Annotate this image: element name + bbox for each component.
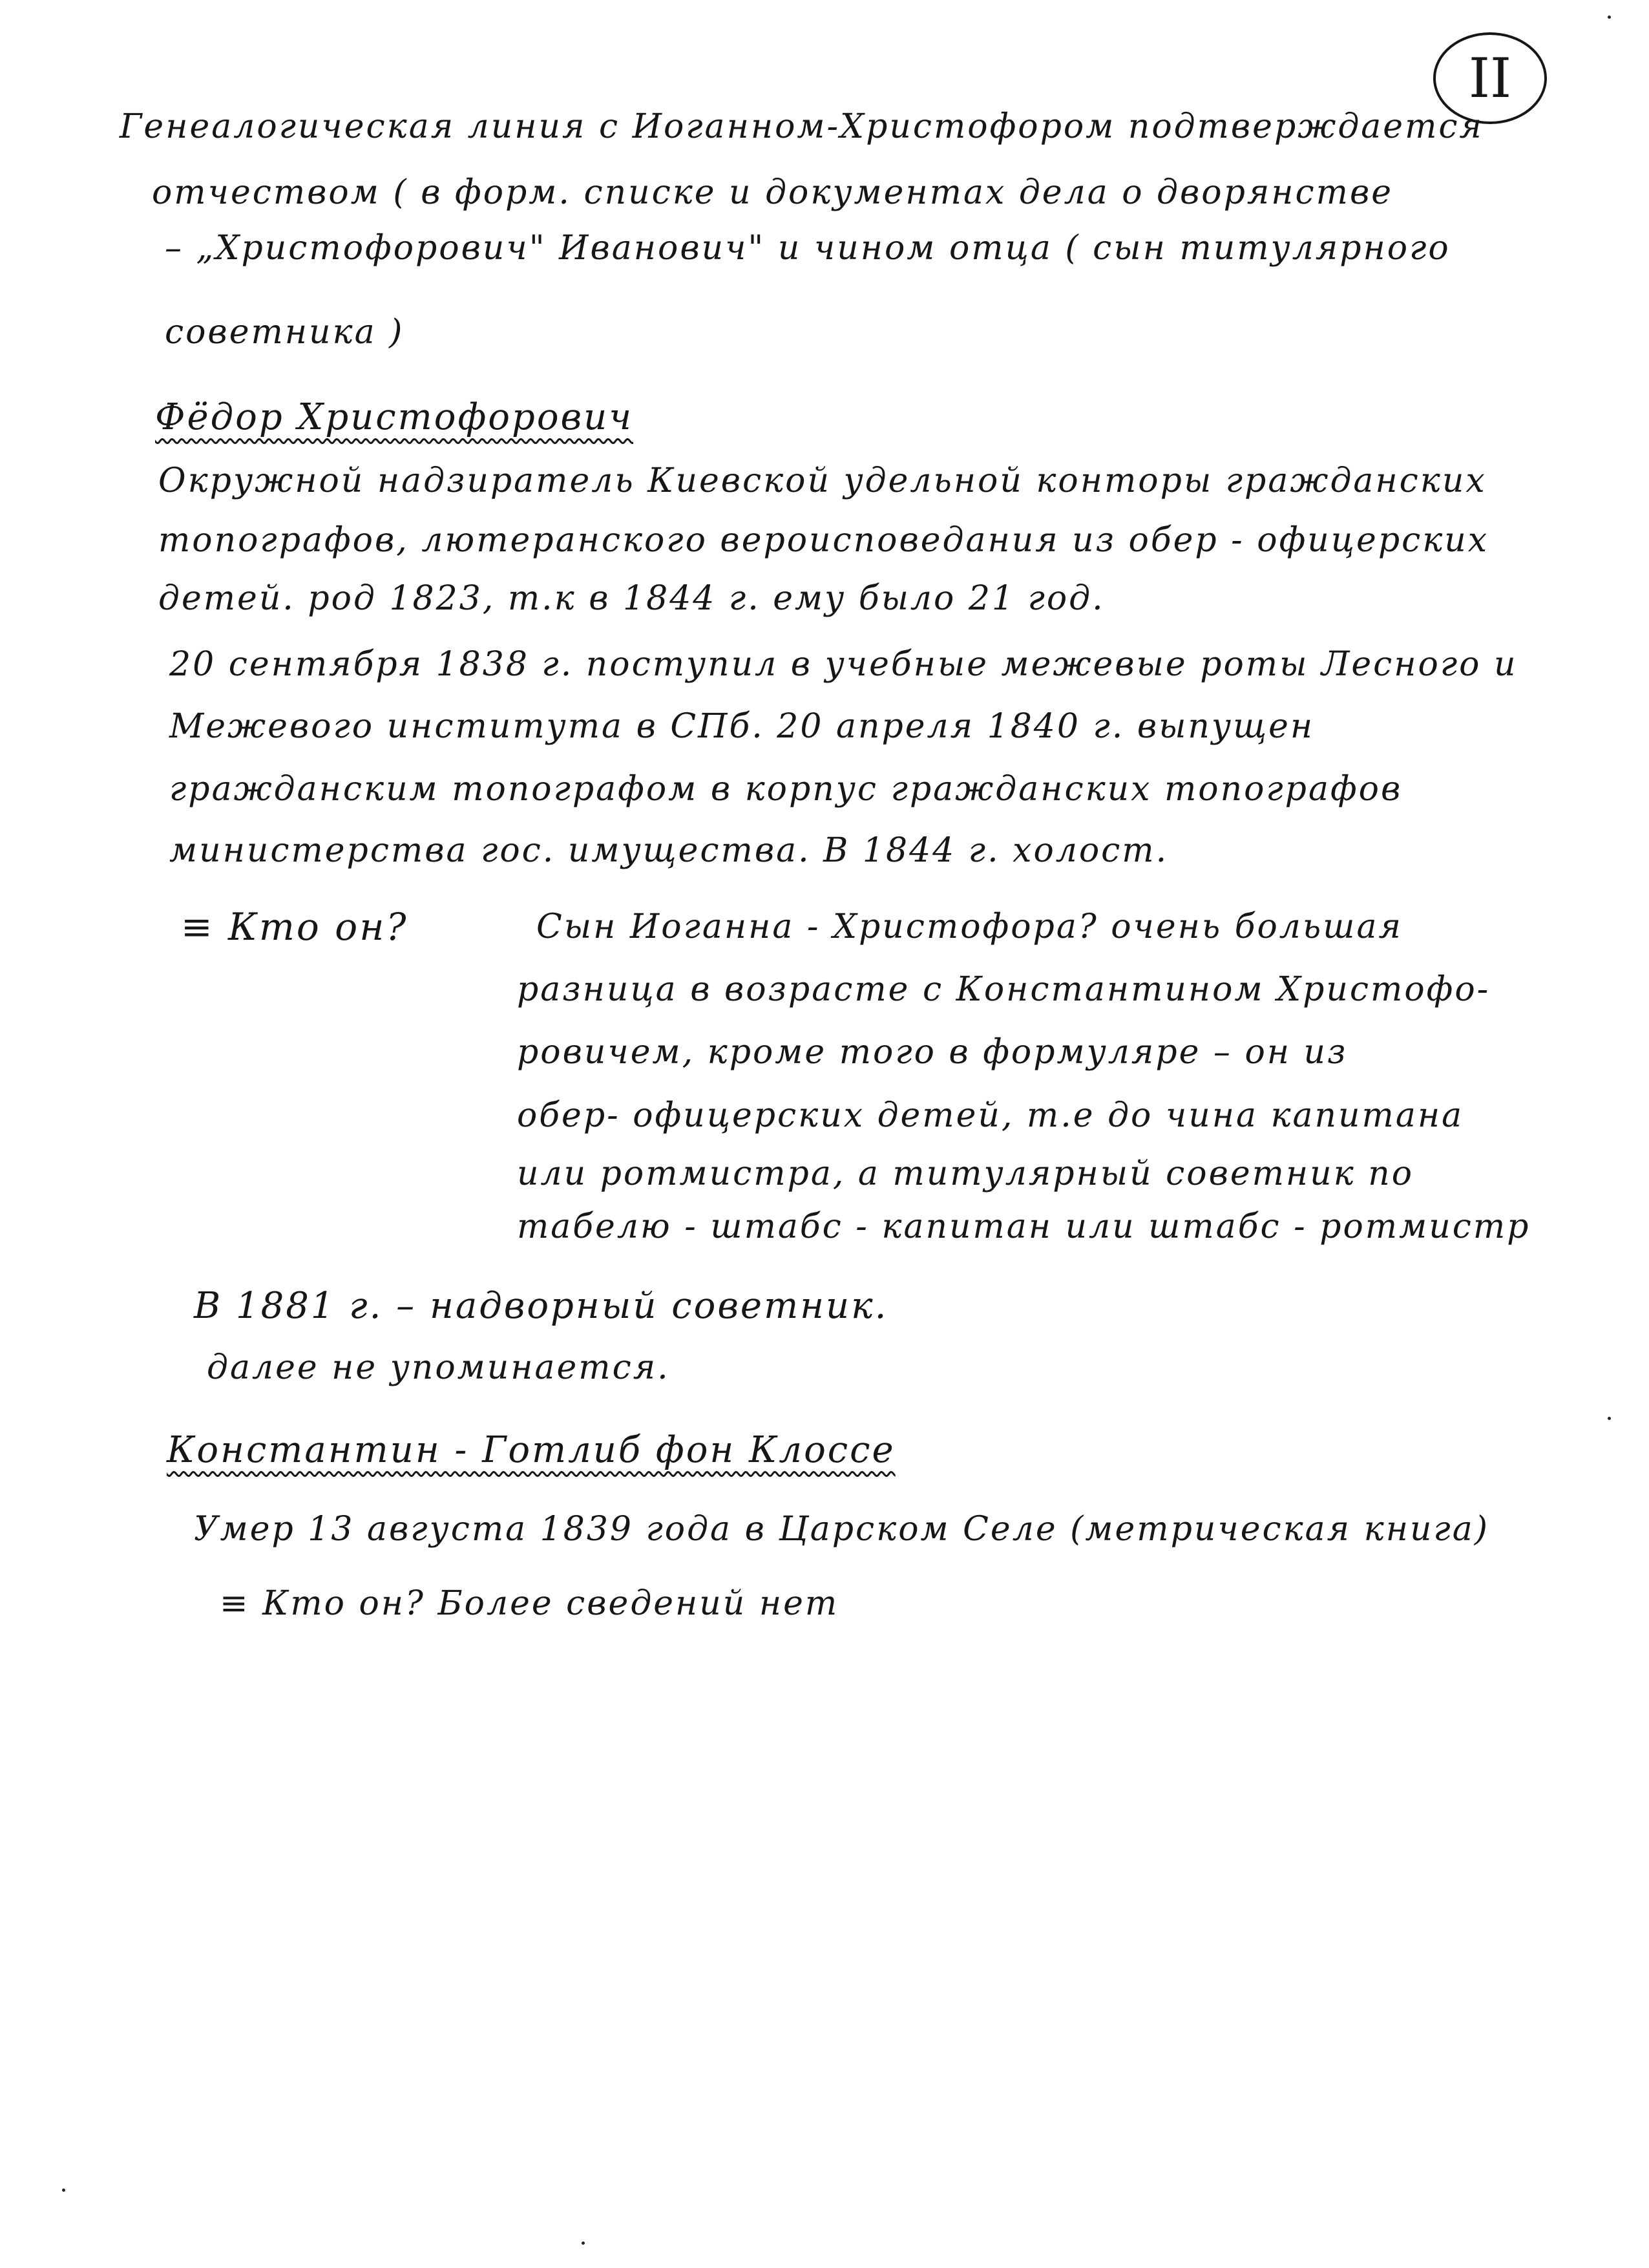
question-line: табелю - штабс - капитан или штабс - ротмистр xyxy=(517,1207,1531,1246)
later-line: далее не упоминается. xyxy=(207,1348,670,1387)
intro-line: советника ) xyxy=(165,313,404,352)
konstantin-heading: Константин - Готлиб фон Клоссе xyxy=(167,1429,896,1471)
fedor-line: Окружной надзиратель Киевской удельной конторы гражданских xyxy=(158,461,1487,500)
question-line: ровичем, кроме того в формуляре – он из xyxy=(517,1033,1348,1072)
question-lead: ≡ Кто он? xyxy=(181,905,408,949)
ink-speck xyxy=(582,2242,585,2245)
page-number: II xyxy=(1433,32,1547,124)
intro-line: Генеалогическая линия с Иоганном-Христофором подтверждается xyxy=(120,107,1484,146)
ink-speck xyxy=(1608,16,1611,19)
question-line: обер- офицерских детей, т.е до чина капитана xyxy=(517,1096,1464,1135)
question-line: Сын Иоганна - Христофора? очень большая xyxy=(536,907,1403,946)
fedor-heading: Фёдор Христофорович xyxy=(155,396,634,438)
konstantin-line: Умер 13 августа 1839 года в Царском Селе (метрическая книга) xyxy=(194,1510,1490,1549)
fedor-line: министерства гос. имущества. В 1844 г. холост. xyxy=(169,831,1169,870)
fedor-line: Межевого института в СПб. 20 апреля 1840 г. выпущен xyxy=(169,707,1315,746)
question-line: разница в возрасте с Константином Христофо- xyxy=(517,970,1491,1009)
intro-line: отчеством ( в форм. списке и документах дела о дворянстве xyxy=(152,173,1394,212)
later-line: В 1881 г. – надворный советник. xyxy=(194,1285,888,1327)
intro-line: – „Христофорович" Иванович" и чином отца ( сын титулярного xyxy=(165,229,1451,268)
ink-speck xyxy=(62,2189,65,2192)
konstantin-line: ≡ Кто он? Более сведений нет xyxy=(220,1584,839,1623)
fedor-line: детей. род 1823, т.к в 1844 г. ему было 21 год. xyxy=(158,579,1105,618)
fedor-line: 20 сентября 1838 г. поступил в учебные межевые роты Лесного и xyxy=(169,645,1518,684)
question-line: или ротмистра, а титулярный советник по xyxy=(517,1154,1414,1193)
fedor-line: гражданским топографом в корпус гражданских топографов xyxy=(169,770,1403,809)
ink-speck xyxy=(1608,1417,1611,1420)
fedor-line: топографов, лютеранского вероисповедания из обер - офицерских xyxy=(158,521,1489,560)
